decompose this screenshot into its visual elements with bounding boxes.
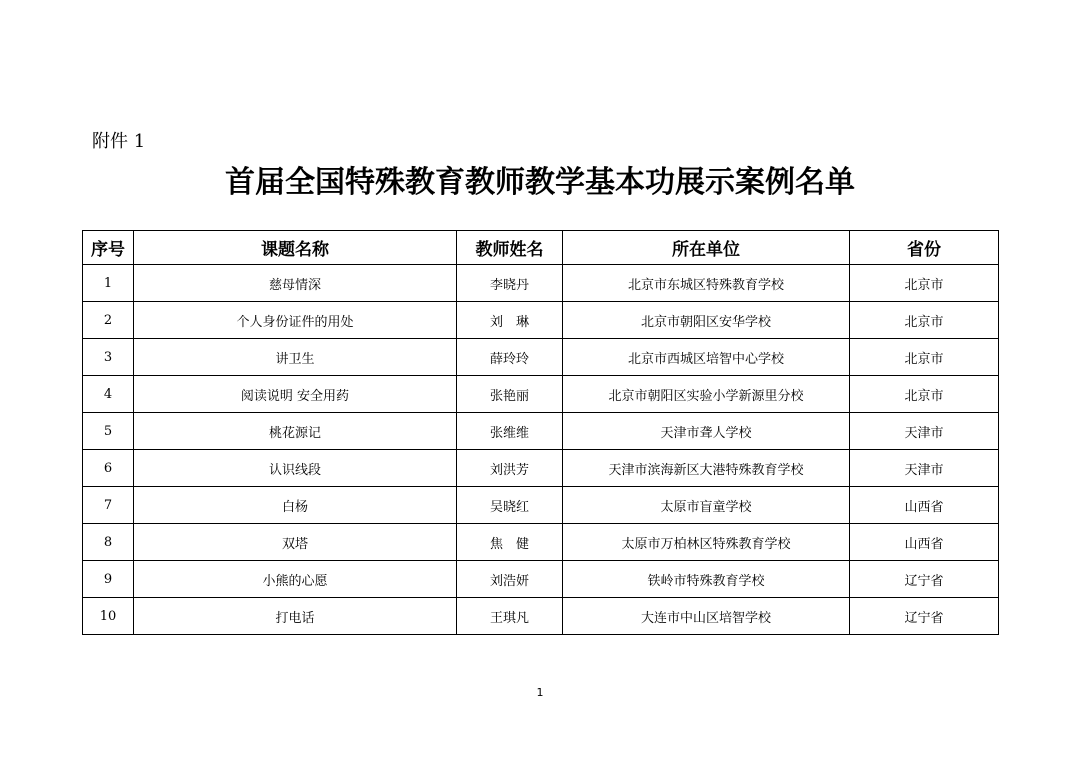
cell-teacher: 刘浩妍 bbox=[457, 561, 563, 598]
table-row bbox=[83, 376, 999, 413]
cell-teacher: 张维维 bbox=[457, 413, 563, 450]
cell-topic: 个人身份证件的用处 bbox=[134, 302, 457, 339]
cell-index: 8 bbox=[83, 524, 134, 561]
cell-province: 北京市 bbox=[850, 302, 999, 339]
table-row bbox=[83, 450, 999, 487]
cell-teacher: 刘 琳 bbox=[457, 302, 563, 339]
table-header-row bbox=[83, 231, 999, 265]
cell-teacher: 王琪凡 bbox=[457, 598, 563, 635]
cell-province: 山西省 bbox=[850, 487, 999, 524]
cell-province: 天津市 bbox=[850, 413, 999, 450]
cell-topic: 双塔 bbox=[134, 524, 457, 561]
cell-index: 5 bbox=[83, 413, 134, 450]
cell-school: 天津市滨海新区大港特殊教育学校 bbox=[563, 450, 850, 487]
cell-province: 辽宁省 bbox=[850, 598, 999, 635]
cell-province: 北京市 bbox=[850, 376, 999, 413]
cell-teacher: 李晓丹 bbox=[457, 265, 563, 302]
cell-province: 山西省 bbox=[850, 524, 999, 561]
cell-province: 北京市 bbox=[850, 339, 999, 376]
attachment-label: 附件 1 bbox=[92, 131, 146, 152]
document-title: 首届全国特殊教育教师教学基本功展示案例名单 bbox=[225, 165, 855, 200]
cell-school: 北京市东城区特殊教育学校 bbox=[563, 265, 850, 302]
header-topic: 课题名称 bbox=[134, 231, 457, 265]
cell-teacher: 张艳丽 bbox=[457, 376, 563, 413]
cell-topic: 小熊的心愿 bbox=[134, 561, 457, 598]
cell-school: 天津市聋人学校 bbox=[563, 413, 850, 450]
cell-index: 9 bbox=[83, 561, 134, 598]
cell-index: 6 bbox=[83, 450, 134, 487]
cell-index: 3 bbox=[83, 339, 134, 376]
cell-teacher: 吴晓红 bbox=[457, 487, 563, 524]
cell-topic: 慈母情深 bbox=[134, 265, 457, 302]
header-index: 序号 bbox=[83, 231, 134, 265]
table-row bbox=[83, 487, 999, 524]
cell-topic: 桃花源记 bbox=[134, 413, 457, 450]
cell-province: 辽宁省 bbox=[850, 561, 999, 598]
cell-teacher: 刘洪芳 bbox=[457, 450, 563, 487]
cell-index: 7 bbox=[83, 487, 134, 524]
cell-index: 2 bbox=[83, 302, 134, 339]
cell-topic: 阅读说明 安全用药 bbox=[134, 376, 457, 413]
list-table bbox=[82, 230, 999, 635]
cell-topic: 白杨 bbox=[134, 487, 457, 524]
table-row bbox=[83, 302, 999, 339]
cell-province: 北京市 bbox=[850, 265, 999, 302]
cell-school: 太原市万柏林区特殊教育学校 bbox=[563, 524, 850, 561]
table-row bbox=[83, 339, 999, 376]
cell-index: 10 bbox=[83, 598, 134, 635]
cell-index: 1 bbox=[83, 265, 134, 302]
header-province: 省份 bbox=[850, 231, 999, 265]
cell-school: 北京市朝阳区实验小学新源里分校 bbox=[563, 376, 850, 413]
table-row bbox=[83, 598, 999, 635]
header-school: 所在单位 bbox=[563, 231, 850, 265]
table-row bbox=[83, 524, 999, 561]
cell-province: 天津市 bbox=[850, 450, 999, 487]
page-number: 1 bbox=[536, 686, 544, 699]
table-row bbox=[83, 561, 999, 598]
table-row bbox=[83, 265, 999, 302]
cell-topic: 打电话 bbox=[134, 598, 457, 635]
cell-teacher: 薛玲玲 bbox=[457, 339, 563, 376]
cell-topic: 认识线段 bbox=[134, 450, 457, 487]
table-row bbox=[83, 413, 999, 450]
cell-school: 太原市盲童学校 bbox=[563, 487, 850, 524]
cell-school: 北京市西城区培智中心学校 bbox=[563, 339, 850, 376]
table-body bbox=[83, 265, 999, 635]
cell-school: 铁岭市特殊教育学校 bbox=[563, 561, 850, 598]
cell-school: 北京市朝阳区安华学校 bbox=[563, 302, 850, 339]
cell-topic: 讲卫生 bbox=[134, 339, 457, 376]
header-teacher: 教师姓名 bbox=[457, 231, 563, 265]
cell-school: 大连市中山区培智学校 bbox=[563, 598, 850, 635]
cell-index: 4 bbox=[83, 376, 134, 413]
cell-teacher: 焦 健 bbox=[457, 524, 563, 561]
